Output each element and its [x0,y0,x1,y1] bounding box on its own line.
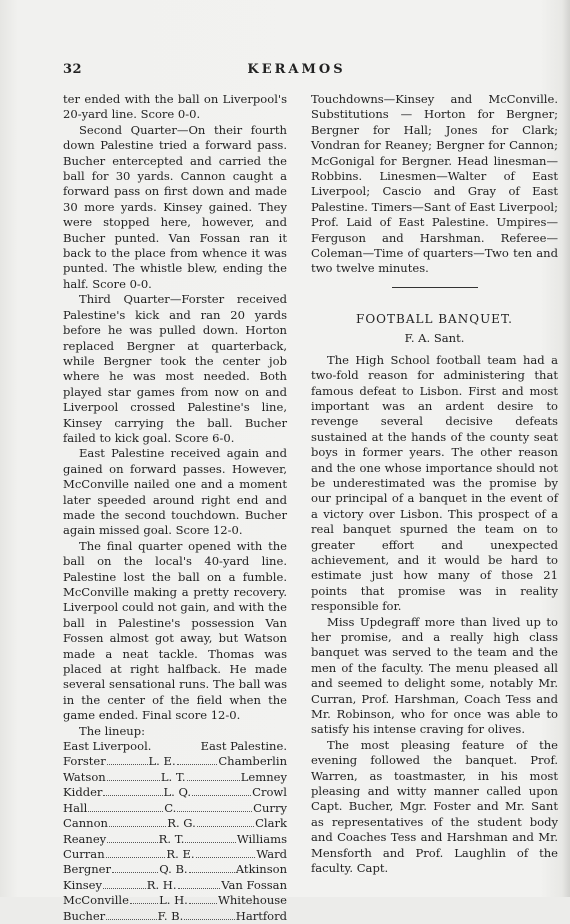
paragraph: Second Quarter—On their fourth down Palestine tried a forward pass. Bucher entercepted and carried the ball for 30 yards. Cannon caught a forward pass on first down and made 30 more yards. Kinsey gained. They were stopped here, however, and Bucher punted. Van Fossan ran it back to the place from whence it was punted. The whistle blew, ending the half. Score 0-0. [63,122,287,291]
lineup-row [63,909,287,924]
player-position: F. B. [157,908,184,923]
dot-leader [103,795,162,796]
article-author: F. A. Sant. [404,331,465,346]
article-paragraph: Miss Updegraff more than lived up to her promise, and a really high class banquet was served to the team and the men of the faculty. The menu pleased all and seemed to delight some, notably Mr. Curran, Prof. Harshman, Coach Tess and Mr. Robinson, who for once was able to satisfy his intense craving for olives. [311,614,558,737]
paragraph: The lineup: [79,723,146,738]
player-position: R. E. [166,846,195,861]
article-paragraph: The most pleasing feature of the evening followed the banquet. Prof. Warren, as toastmaster, in his most pleasing and witty manner called upon Capt. Bucher, Mgr. Foster and Mr. Sant as representatives of the student body and Coaches Tess and Harshman and Mr. Mensforth and Prof. Laughlin of the faculty. Capt. [311,737,558,876]
player-position: L. H. [159,893,188,908]
paragraph: The final quarter opened with the ball on the local's 40-yard line. Palestine lost the ball on a fumble. McConville making a pretty recovery. Liverpool could not gain, and with the ball in Palestine's possession Van Fossen almost got away, but Watson made a neat tackle. Thomas was placed at right halfback. He made several sensational runs. The ball was in the center of the field when the game ended. Final score 12-0. [63,538,287,723]
player-liverpool: Reaney [63,831,107,846]
lineup-header [63,739,287,754]
page-header [63,62,530,80]
dot-leader [192,795,251,796]
dot-leader [177,764,218,765]
lineup-table [63,754,287,923]
player-palestine: Crowl [252,785,287,800]
game-officials-paragraph: Touchdowns—Kinsey and McConville. Substitutions — Horton for Bergner; Bergner for Hall; Jones for Clark; Vondran for Reaney; Bergner for Cannon; McGonigal for Bergner. Head linesman—Robbins. Linesmen—Walter of East Liverpool; Cascio and Gray of East Palestine. Timers—Sant of East Liverpool; Prof. Laid of East Palestine. Umpires—Ferguson and Harshman. Referee—Coleman—Time of quarters—Two ten and two twelve minutes. [311,92,558,276]
dot-leader [88,811,163,812]
dot-leader [109,826,166,827]
player-position: L. T. [160,769,186,784]
left-column [63,92,287,924]
paragraph: Third Quarter—Forster received Palestine's kick and ran 20 yards before he was pulled down. Horton replaced Bergner at quarterback, while Bergner took the center job where he was most needed. Both played star games from now on and Liverpool crossed Palestine's line, Kinsey carrying the ball. Bucher failed to kick goal. Score 6-0. [63,292,287,445]
lineup-team-left: East Liverpool. [63,739,152,754]
article-title: FOOTBALL BANQUET. [356,311,513,326]
lineup-row [63,878,287,893]
player-position: R. G. [167,816,196,831]
lineup-team-right: East Palestine. [200,739,287,754]
player-liverpool: Cannon [63,816,108,831]
player-palestine: Williams [236,831,288,846]
dot-leader [196,857,256,858]
paragraph: East Palestine received again and gained on forward passes. However, McConville nailed one and a moment later speeded around right end and made the second touchdown. Bucher again missed goal. Score 12-0. [63,446,287,538]
player-palestine: Whitehouse [217,893,288,908]
player-liverpool: Curran [63,846,105,861]
lineup-row [63,770,287,785]
article-paragraph: The High School football team had a two-fold reason for administering that famous defeat to Lisbon. First and most important was an ardent desire to revenge several decisive defeats sustained at the hands of the county seat boys in former years. The other reason and the one whose importance should not be underestimated was the promise by our principal of a banquet in the event of a victory over Lisbon. This prospect of a real banquet spurned the team on to greater effort and unexpected achievement, and it would be hard to estimate just how many of those 21 points that promise was in reality responsible for. [311,352,558,614]
player-liverpool: Forster [63,754,106,769]
lineup-row [63,816,287,831]
player-liverpool: Hall [63,800,88,815]
player-palestine: Hartford [235,908,288,923]
dot-leader [178,888,221,889]
lineup-row [63,754,287,769]
dot-leader [107,764,148,765]
player-liverpool: Bergner [63,862,112,877]
player-position: L. Q. [163,785,192,800]
player-liverpool: Kinsey [63,877,103,892]
article-body [311,353,558,877]
dot-leader [130,903,158,904]
player-position: Q. B. [159,862,188,877]
lineup-row [63,893,287,908]
player-liverpool: McConville [63,893,129,908]
dot-leader [106,857,166,858]
dot-leader [107,780,160,781]
page-edge-shadow [562,0,570,897]
lineup-row [63,862,287,877]
paragraph: ter ended with the ball on Liverpool's 20-yard line. Score 0-0. [63,92,287,122]
dot-leader [112,872,158,873]
lineup-row [63,832,287,847]
dot-leader [189,872,235,873]
dot-leader [197,826,254,827]
lineup-row [63,801,287,816]
dot-leader [103,888,146,889]
right-column [311,92,558,877]
dot-leader [185,842,235,843]
player-palestine: Clark [255,816,288,831]
player-palestine: Atkinson [235,862,288,877]
lineup-row [63,785,287,800]
player-position: C. [164,800,177,815]
player-palestine: Curry [253,800,287,815]
player-liverpool: Bucher [63,908,106,923]
player-palestine: Ward [256,846,288,861]
player-palestine: Lemney [240,769,288,784]
dot-leader [177,811,252,812]
player-position: L. E. [148,754,176,769]
journal-title: KERAMOS [247,62,346,77]
player-position: R. T. [158,831,185,846]
left-paragraphs [63,92,287,739]
dot-leader [189,903,217,904]
dot-leader [187,780,240,781]
dot-leader [184,919,234,920]
player-liverpool: Kidder [63,785,103,800]
player-palestine: Chamberlin [218,754,288,769]
lineup-row [63,847,287,862]
player-position: R. H. [146,877,177,892]
page-number: 32 [63,62,83,77]
player-palestine: Van Fossan [221,877,288,892]
section-divider [392,287,478,288]
dot-leader [106,919,156,920]
dot-leader [107,842,157,843]
player-liverpool: Watson [63,769,106,784]
